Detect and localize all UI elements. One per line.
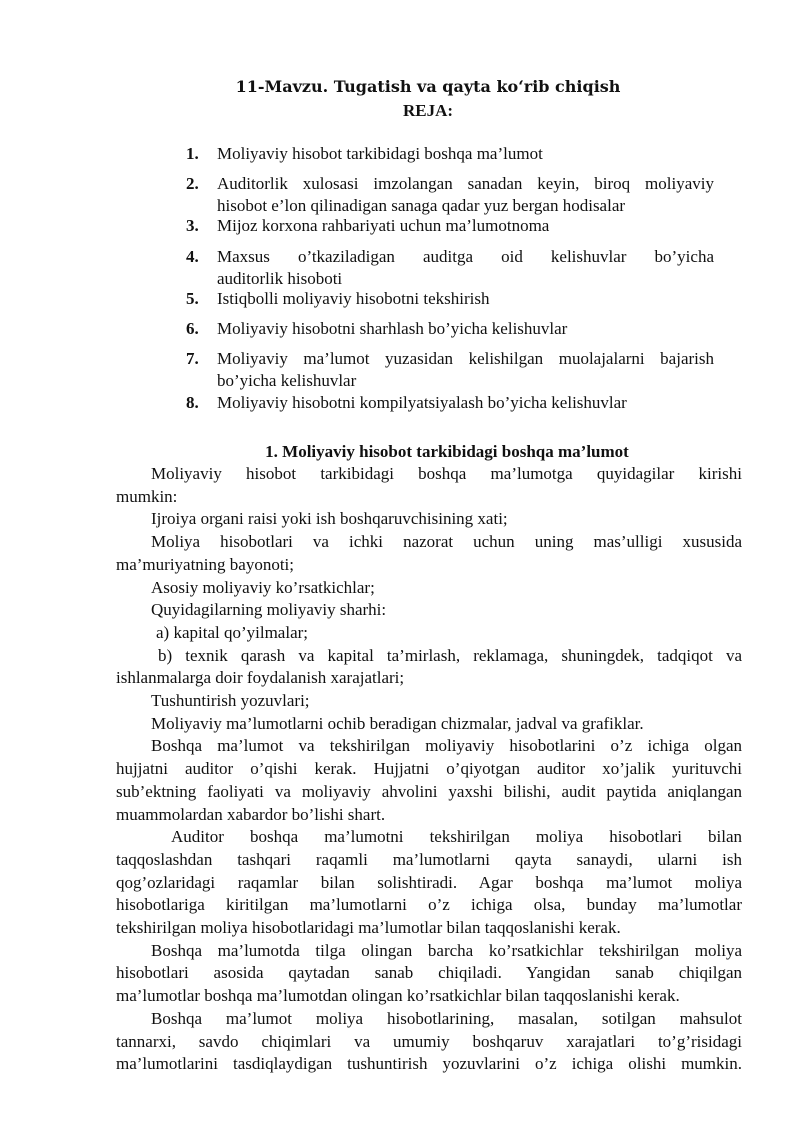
plan-item-text [217,318,714,340]
plan-item-line: Mijoz korxona rahbariyati uchun ma’lumotnoma [217,216,550,235]
paragraph-line: qog’ozlaridagi raqamlar bilan solishtiradi. Agar boshqa ma’lumot moliya [116,872,742,892]
plan-item-line: Istiqbolli moliyaviy hisobotni tekshirish [217,289,490,308]
paragraph-line: Auditor boshqa ma’lumotni tekshirilgan moliya hisobotlari bilan [171,827,742,847]
plan-item-line: Auditorlik xulosasi imzolangan sanadan keyin, biroq moliyaviy [217,174,714,193]
plan-item-number: 8. [186,393,199,412]
paragraph-line: tannarxi, savdo chiqimlari va umumiy boshqaruv xarajatlari to’g’risidagi [116,1031,742,1051]
plan-item-number: 1. [186,144,199,163]
paragraph-line: ma’lumotlarini tasdiqlaydigan tushuntirish yozuvlarini o’z ichiga olishi mumkin. [116,1054,742,1074]
paragraph-line: taqqoslashdan tashqari raqamli ma’lumotlarni qayta sanaydi, ularni ish [116,849,742,869]
paragraph-line: Tushuntirish yozuvlari; [151,691,310,711]
paragraph-line: hisobotlari asosida qaytadan sanab chiqiladi. Yangidan sanab chiqilgan [116,963,742,983]
paragraph-line: muammolardan xabardor bo’lishi shart. [116,804,386,824]
paragraph-line: Ijroiya organi raisi yoki ish boshqaruvchisining xati; [151,509,508,529]
paragraph-line: hisobotlariga kiritilgan ma’lumotlarni o’z ichiga olsa, bunday ma’lumotlar [116,895,742,915]
plan-heading: REJA: [402,101,454,120]
plan-item-line: bo’yicha kelishuvlar [217,371,357,390]
plan-item-line: Moliyaviy hisobotni kompilyatsiyalash bo’yicha kelishuvlar [217,393,627,412]
paragraph-line: Boshqa ma’lumot moliya hisobotlarining, masalan, sotilgan mahsulot [151,1008,742,1028]
plan-item-number: 5. [186,289,199,308]
paragraph-line: Moliya hisobotlari va ichki nazorat uchun uning mas’ulligi xususida [151,532,742,552]
plan-item-text [217,246,714,290]
paragraph-line: mumkin: [116,486,178,506]
section-body [116,463,742,1076]
paragraph-line: ma’lumotlar boshqa ma’lumotdan olingan ko’rsatkichlar bilan taqqoslanishi kerak. [116,986,680,1006]
plan-item-text [217,392,714,414]
paragraph-line: tekshirilgan moliya hisobotlaridagi ma’lumotlar bilan taqqoslanishi kerak. [116,918,621,938]
paragraph-line: a) kapital qo’yilmalar; [156,622,308,642]
paragraph-line: Boshqa ma’lumot va tekshirilgan moliyaviy hisobotlarini o’z ichiga olgan [151,736,742,756]
plan-item-number: 3. [186,216,199,235]
page-title: 11-Mavzu. Tugatish va qayta ko‘rib chiqish [235,77,621,96]
paragraph-line: Asosiy moliyaviy ko’rsatkichlar; [151,577,375,597]
plan-item-text [217,348,714,392]
paragraph-line: ishlanmalarga doir foydalanish xarajatlari; [116,668,405,688]
plan-item-number: 2. [186,174,199,193]
paragraph-line: ma’muriyatning bayonoti; [116,554,294,574]
plan-item-line: Maxsus o’tkaziladigan auditga oid kelishuvlar bo’yicha [217,247,714,266]
plan-item-number: 7. [186,349,199,368]
plan-item-text [217,288,714,310]
plan-item-text [217,143,714,165]
plan-item-number: 4. [186,247,199,266]
plan-item-line: hisobot e’lon qilinadigan sanaga qadar yuz bergan hodisalar [217,196,626,215]
paragraph-line: Moliyaviy ma’lumotlarni ochib beradigan chizmalar, jadval va grafiklar. [151,713,644,733]
paragraph-line: b) texnik qarash va kapital ta’mirlash, reklamaga, shuningdek, tadqiqot va [158,645,742,665]
paragraph-line: sub’ektning faoliyati va moliyaviy ahvolini yaxshi bilishi, audit paytida aniqlangan [116,781,742,801]
plan-item-text [217,173,714,217]
plan-item-line: Moliyaviy ma’lumot yuzasidan kelishilgan muolajalarni bajarish [217,349,714,368]
paragraph-line: Moliyaviy hisobot tarkibidagi boshqa ma’lumotga quyidagilar kirishi [151,464,742,483]
paragraph-line: Quyidagilarning moliyaviy sharhi: [151,600,387,620]
plan-item-line: Moliyaviy hisobot tarkibidagi boshqa ma’lumot [217,144,543,163]
paragraph-line: hujjatni auditor o’qishi kerak. Hujjatni o’qiyotgan auditor xo’jalik yurituvchi [116,759,742,779]
paragraph-line: Boshqa ma’lumotda tilga olingan barcha ko’rsatkichlar tekshirilgan moliya [151,940,742,960]
section-heading: 1. Moliyaviy hisobot tarkibidagi boshqa ma’lumot [265,442,629,461]
plan-item-number: 6. [186,319,199,338]
plan-item-line: Moliyaviy hisobotni sharhlash bo’yicha kelishuvlar [217,319,568,338]
plan-item-text [217,215,714,237]
plan-item-line: auditorlik hisoboti [217,269,343,288]
